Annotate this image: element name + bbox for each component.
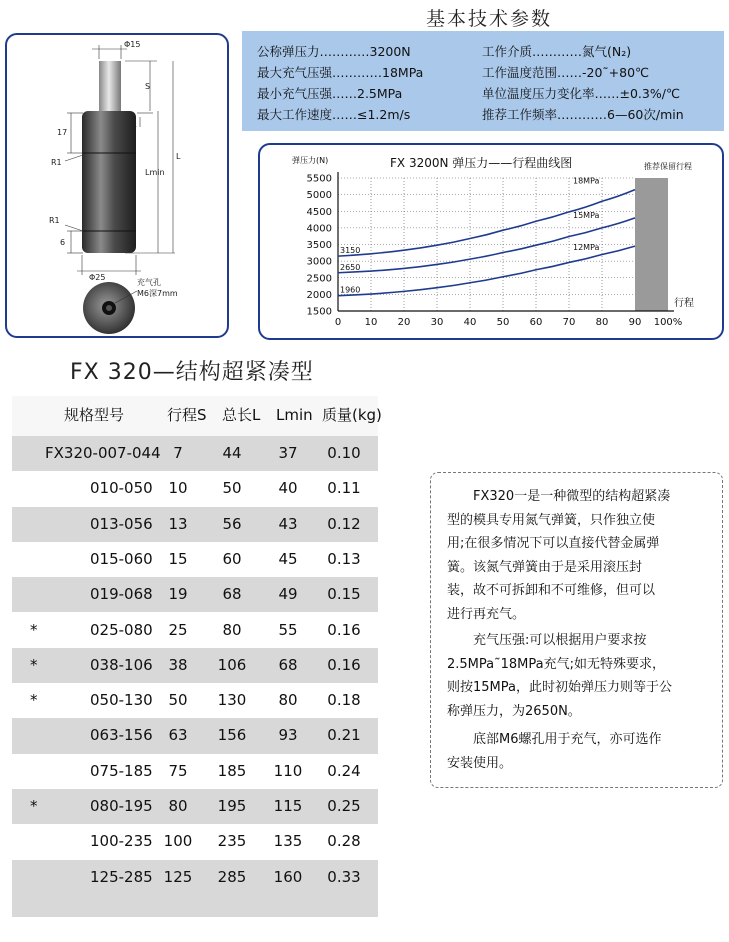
cell-mark: * bbox=[30, 691, 38, 710]
table-row bbox=[12, 754, 378, 789]
cell-lmin: 135 bbox=[273, 832, 303, 851]
y-tick-label: 4000 bbox=[306, 223, 332, 235]
spring-drawing bbox=[7, 35, 231, 340]
x-tick-label: 30 bbox=[430, 317, 444, 328]
description-line: 安装使用。 bbox=[447, 755, 513, 771]
cell-l: 56 bbox=[222, 514, 242, 533]
y-tick-label: 3500 bbox=[306, 240, 332, 251]
cell-mass: 0.16 bbox=[327, 620, 361, 639]
cell-l: 106 bbox=[217, 655, 247, 674]
header-lmin: Lmin bbox=[276, 406, 313, 424]
dim-phi15: Φ15 bbox=[124, 40, 141, 49]
table-row bbox=[12, 577, 378, 612]
spec-box bbox=[242, 31, 724, 131]
cell-s: 15 bbox=[168, 549, 188, 568]
cell-mass: 0.11 bbox=[327, 479, 361, 498]
table-row bbox=[12, 436, 378, 471]
cell-s: 38 bbox=[168, 655, 188, 674]
description-line: 2.5MPa˜18MPa充气;如无特殊要求， bbox=[447, 656, 665, 672]
x-tick-label: 50 bbox=[496, 317, 510, 328]
cell-lmin: 40 bbox=[278, 479, 298, 498]
header-mass: 质量(kg) bbox=[322, 406, 382, 424]
cell-s: 125 bbox=[163, 867, 193, 886]
table-row bbox=[12, 824, 378, 859]
header-stroke: 行程S bbox=[167, 406, 207, 424]
series-start-value: 2650 bbox=[340, 262, 361, 272]
spec-title: 基本技术参数 bbox=[426, 8, 553, 30]
description-line: 装，故不可拆卸和不可维修，但可以 bbox=[447, 583, 656, 598]
dim-17: 17 bbox=[57, 128, 68, 137]
table-row bbox=[12, 542, 378, 577]
cell-model: 013-056 bbox=[90, 514, 153, 533]
cell-lmin: 45 bbox=[278, 549, 298, 568]
cell-l: 185 bbox=[217, 761, 247, 780]
description-line: 底部M6螺孔用于充气，亦可选作 bbox=[473, 732, 662, 747]
description-p1 bbox=[447, 485, 711, 626]
cell-l: 130 bbox=[217, 691, 247, 710]
spec-left-4: 最大工作速度……≤1.2m/s bbox=[257, 107, 411, 122]
port-label-1: 充气孔 bbox=[137, 278, 161, 287]
cell-model: 050-130 bbox=[90, 691, 153, 710]
cell-s: 63 bbox=[168, 726, 188, 745]
cell-model: 100-235 bbox=[90, 832, 153, 851]
cell-mass: 0.21 bbox=[327, 726, 361, 745]
description-line: 簧。该氮气弹簧由于是采用滚压封 bbox=[447, 559, 643, 575]
cell-s: 80 bbox=[168, 797, 188, 815]
x-tick-label: 0 bbox=[334, 317, 342, 328]
cell-lmin: 68 bbox=[278, 655, 298, 674]
cell-mark: * bbox=[30, 797, 38, 815]
y-tick-label: 5000 bbox=[306, 190, 332, 202]
spec-right-3: 单位温度压力变化率……±0.3%/℃ bbox=[482, 86, 680, 101]
cell-l: 68 bbox=[222, 585, 242, 604]
cell-model: 075-185 bbox=[90, 761, 153, 780]
description-line: 则按15MPa，此时初始弹压力则等于公 bbox=[447, 680, 672, 695]
header-length: 总长L bbox=[222, 406, 261, 424]
spec-right-4: 推荐工作频率…………6—60次/min bbox=[482, 107, 684, 122]
spec-right-2: 工作温度范围……-20˜+80℃ bbox=[482, 65, 650, 80]
port-label-2: M6深7mm bbox=[137, 289, 178, 298]
cell-model: FX320-007-044 bbox=[45, 444, 161, 462]
cell-model: 015-060 bbox=[90, 549, 153, 568]
spec-right-1: 工作介质…………氮气(N₂) bbox=[482, 44, 632, 59]
x-tick-label: 70 bbox=[562, 317, 576, 328]
header-model: 规格型号 bbox=[64, 406, 125, 424]
series-label: 12MPa bbox=[573, 243, 600, 253]
dim-l: L bbox=[176, 152, 181, 161]
cell-mass: 0.33 bbox=[327, 867, 361, 886]
dim-r1-upper: R1 bbox=[51, 158, 62, 167]
cell-s: 25 bbox=[168, 620, 188, 639]
cell-mass: 0.24 bbox=[327, 761, 361, 780]
cell-s: 75 bbox=[168, 761, 188, 780]
cell-lmin: 110 bbox=[273, 761, 303, 780]
x-tick-label: 90 bbox=[628, 317, 642, 328]
cell-model: 010-050 bbox=[90, 479, 153, 498]
cell-model: 025-080 bbox=[90, 620, 153, 639]
series-label: 15MPa bbox=[573, 210, 600, 220]
description-box bbox=[430, 472, 723, 788]
dim-r1-lower: R1 bbox=[49, 216, 60, 225]
piston-rod bbox=[99, 61, 121, 111]
cell-s: 19 bbox=[168, 585, 188, 604]
spec-table bbox=[12, 396, 382, 928]
spec-left-1: 公称弹压力…………3200N bbox=[257, 44, 411, 59]
description-line: 进行再充气。 bbox=[447, 606, 526, 622]
x-tick-label: 20 bbox=[397, 317, 411, 328]
cell-l: 156 bbox=[217, 726, 247, 745]
drawing-panel bbox=[5, 33, 229, 338]
cell-l: 195 bbox=[217, 797, 247, 815]
x-tick-label: 40 bbox=[463, 317, 477, 328]
table-row bbox=[12, 789, 378, 824]
series-start-value: 1960 bbox=[340, 285, 361, 295]
description-line: 称弹压力，为2650N。 bbox=[447, 703, 581, 719]
description-line: 充气压强:可以根据用户要求按 bbox=[473, 633, 647, 648]
description-p3 bbox=[447, 728, 711, 775]
cell-mass: 0.16 bbox=[327, 655, 361, 674]
description-line: 用;在很多情况下可以直接代替金属弹 bbox=[447, 536, 660, 551]
description-line: FX320一是一种微型的结构超紧凑 bbox=[473, 489, 671, 504]
table-row bbox=[12, 507, 378, 542]
y-tick-label: 2000 bbox=[306, 289, 332, 301]
y-tick-label: 3000 bbox=[306, 256, 332, 268]
x-tick-label: 100% bbox=[653, 317, 683, 328]
y-tick-label: 2500 bbox=[306, 273, 332, 285]
cell-mass: 0.12 bbox=[327, 514, 361, 533]
cell-lmin: 49 bbox=[278, 585, 298, 604]
table-row bbox=[12, 471, 378, 506]
cell-l: 60 bbox=[222, 549, 242, 568]
cell-l: 44 bbox=[222, 444, 242, 462]
x-tick-label: 10 bbox=[364, 317, 378, 328]
reserved-stroke-band bbox=[635, 178, 668, 311]
cell-mass: 0.15 bbox=[327, 585, 361, 604]
cell-mark: * bbox=[30, 655, 38, 674]
y-tick-label: 5500 bbox=[306, 173, 332, 185]
dim-lmin: Lmin bbox=[145, 168, 165, 177]
cell-model: 080-195 bbox=[90, 797, 153, 815]
spec-left-3: 最小充气压强……2.5MPa bbox=[257, 86, 403, 101]
cell-lmin: 93 bbox=[278, 726, 298, 745]
dim-1: 1 bbox=[132, 120, 138, 129]
cell-lmin: 55 bbox=[278, 620, 298, 639]
table-footer-band bbox=[12, 895, 378, 917]
cell-mass: 0.13 bbox=[327, 549, 361, 568]
cell-lmin: 37 bbox=[278, 444, 298, 462]
cell-model: 038-106 bbox=[90, 655, 153, 674]
dim-phi25: Φ25 bbox=[89, 273, 106, 282]
cell-s: 100 bbox=[163, 832, 193, 851]
y-tick-label: 4500 bbox=[306, 206, 332, 218]
cell-model: 019-068 bbox=[90, 585, 153, 604]
chart-xlabel: 行程 bbox=[674, 298, 694, 309]
cell-mark: * bbox=[30, 620, 38, 639]
table-row bbox=[12, 648, 378, 683]
shaded-label: 推荐保留行程 bbox=[644, 162, 692, 171]
x-tick-label: 60 bbox=[529, 317, 543, 328]
cell-mass: 0.10 bbox=[327, 444, 361, 462]
x-tick-label: 80 bbox=[595, 317, 609, 328]
table-header bbox=[12, 396, 382, 436]
cell-mass: 0.18 bbox=[327, 691, 361, 710]
cylinder-body bbox=[82, 111, 136, 253]
cell-mass: 0.28 bbox=[327, 832, 361, 851]
cell-lmin: 80 bbox=[278, 691, 298, 710]
cell-l: 80 bbox=[222, 620, 242, 639]
force-stroke-chart bbox=[260, 145, 726, 342]
cell-s: 13 bbox=[168, 514, 188, 533]
dim-s: S bbox=[145, 82, 151, 91]
y-tick-label: 1500 bbox=[306, 306, 332, 318]
cell-lmin: 43 bbox=[278, 514, 298, 533]
chart-title: FX 3200N 弹压力——行程曲线图 bbox=[390, 156, 573, 170]
cell-s: 10 bbox=[168, 479, 188, 498]
description-line: 型的模具专用氮气弹簧，只作独立使 bbox=[447, 512, 656, 528]
chart-panel bbox=[258, 143, 724, 340]
table-row bbox=[12, 718, 378, 753]
table-row bbox=[12, 683, 378, 718]
series-label: 18MPa bbox=[573, 176, 600, 186]
cell-l: 285 bbox=[217, 867, 247, 886]
table-row bbox=[12, 613, 378, 648]
spec-left-2: 最大充气压强…………18MPa bbox=[257, 65, 424, 80]
cell-l: 50 bbox=[222, 479, 242, 498]
series-start-value: 3150 bbox=[340, 246, 361, 256]
cell-lmin: 160 bbox=[273, 867, 303, 886]
cell-s: 50 bbox=[168, 691, 188, 710]
model-title: FX 320—结构超紧凑型 bbox=[70, 360, 314, 385]
cell-s: 7 bbox=[173, 444, 183, 462]
dim-6: 6 bbox=[60, 238, 66, 247]
cell-l: 235 bbox=[217, 832, 247, 851]
cell-mass: 0.25 bbox=[327, 797, 361, 815]
chart-ylabel: 弹压力(N) bbox=[292, 156, 329, 165]
cell-model: 063-156 bbox=[90, 726, 153, 745]
table-row bbox=[12, 860, 378, 895]
cell-lmin: 115 bbox=[273, 797, 303, 815]
description-p2 bbox=[447, 629, 711, 723]
cell-model: 125-285 bbox=[90, 867, 153, 886]
